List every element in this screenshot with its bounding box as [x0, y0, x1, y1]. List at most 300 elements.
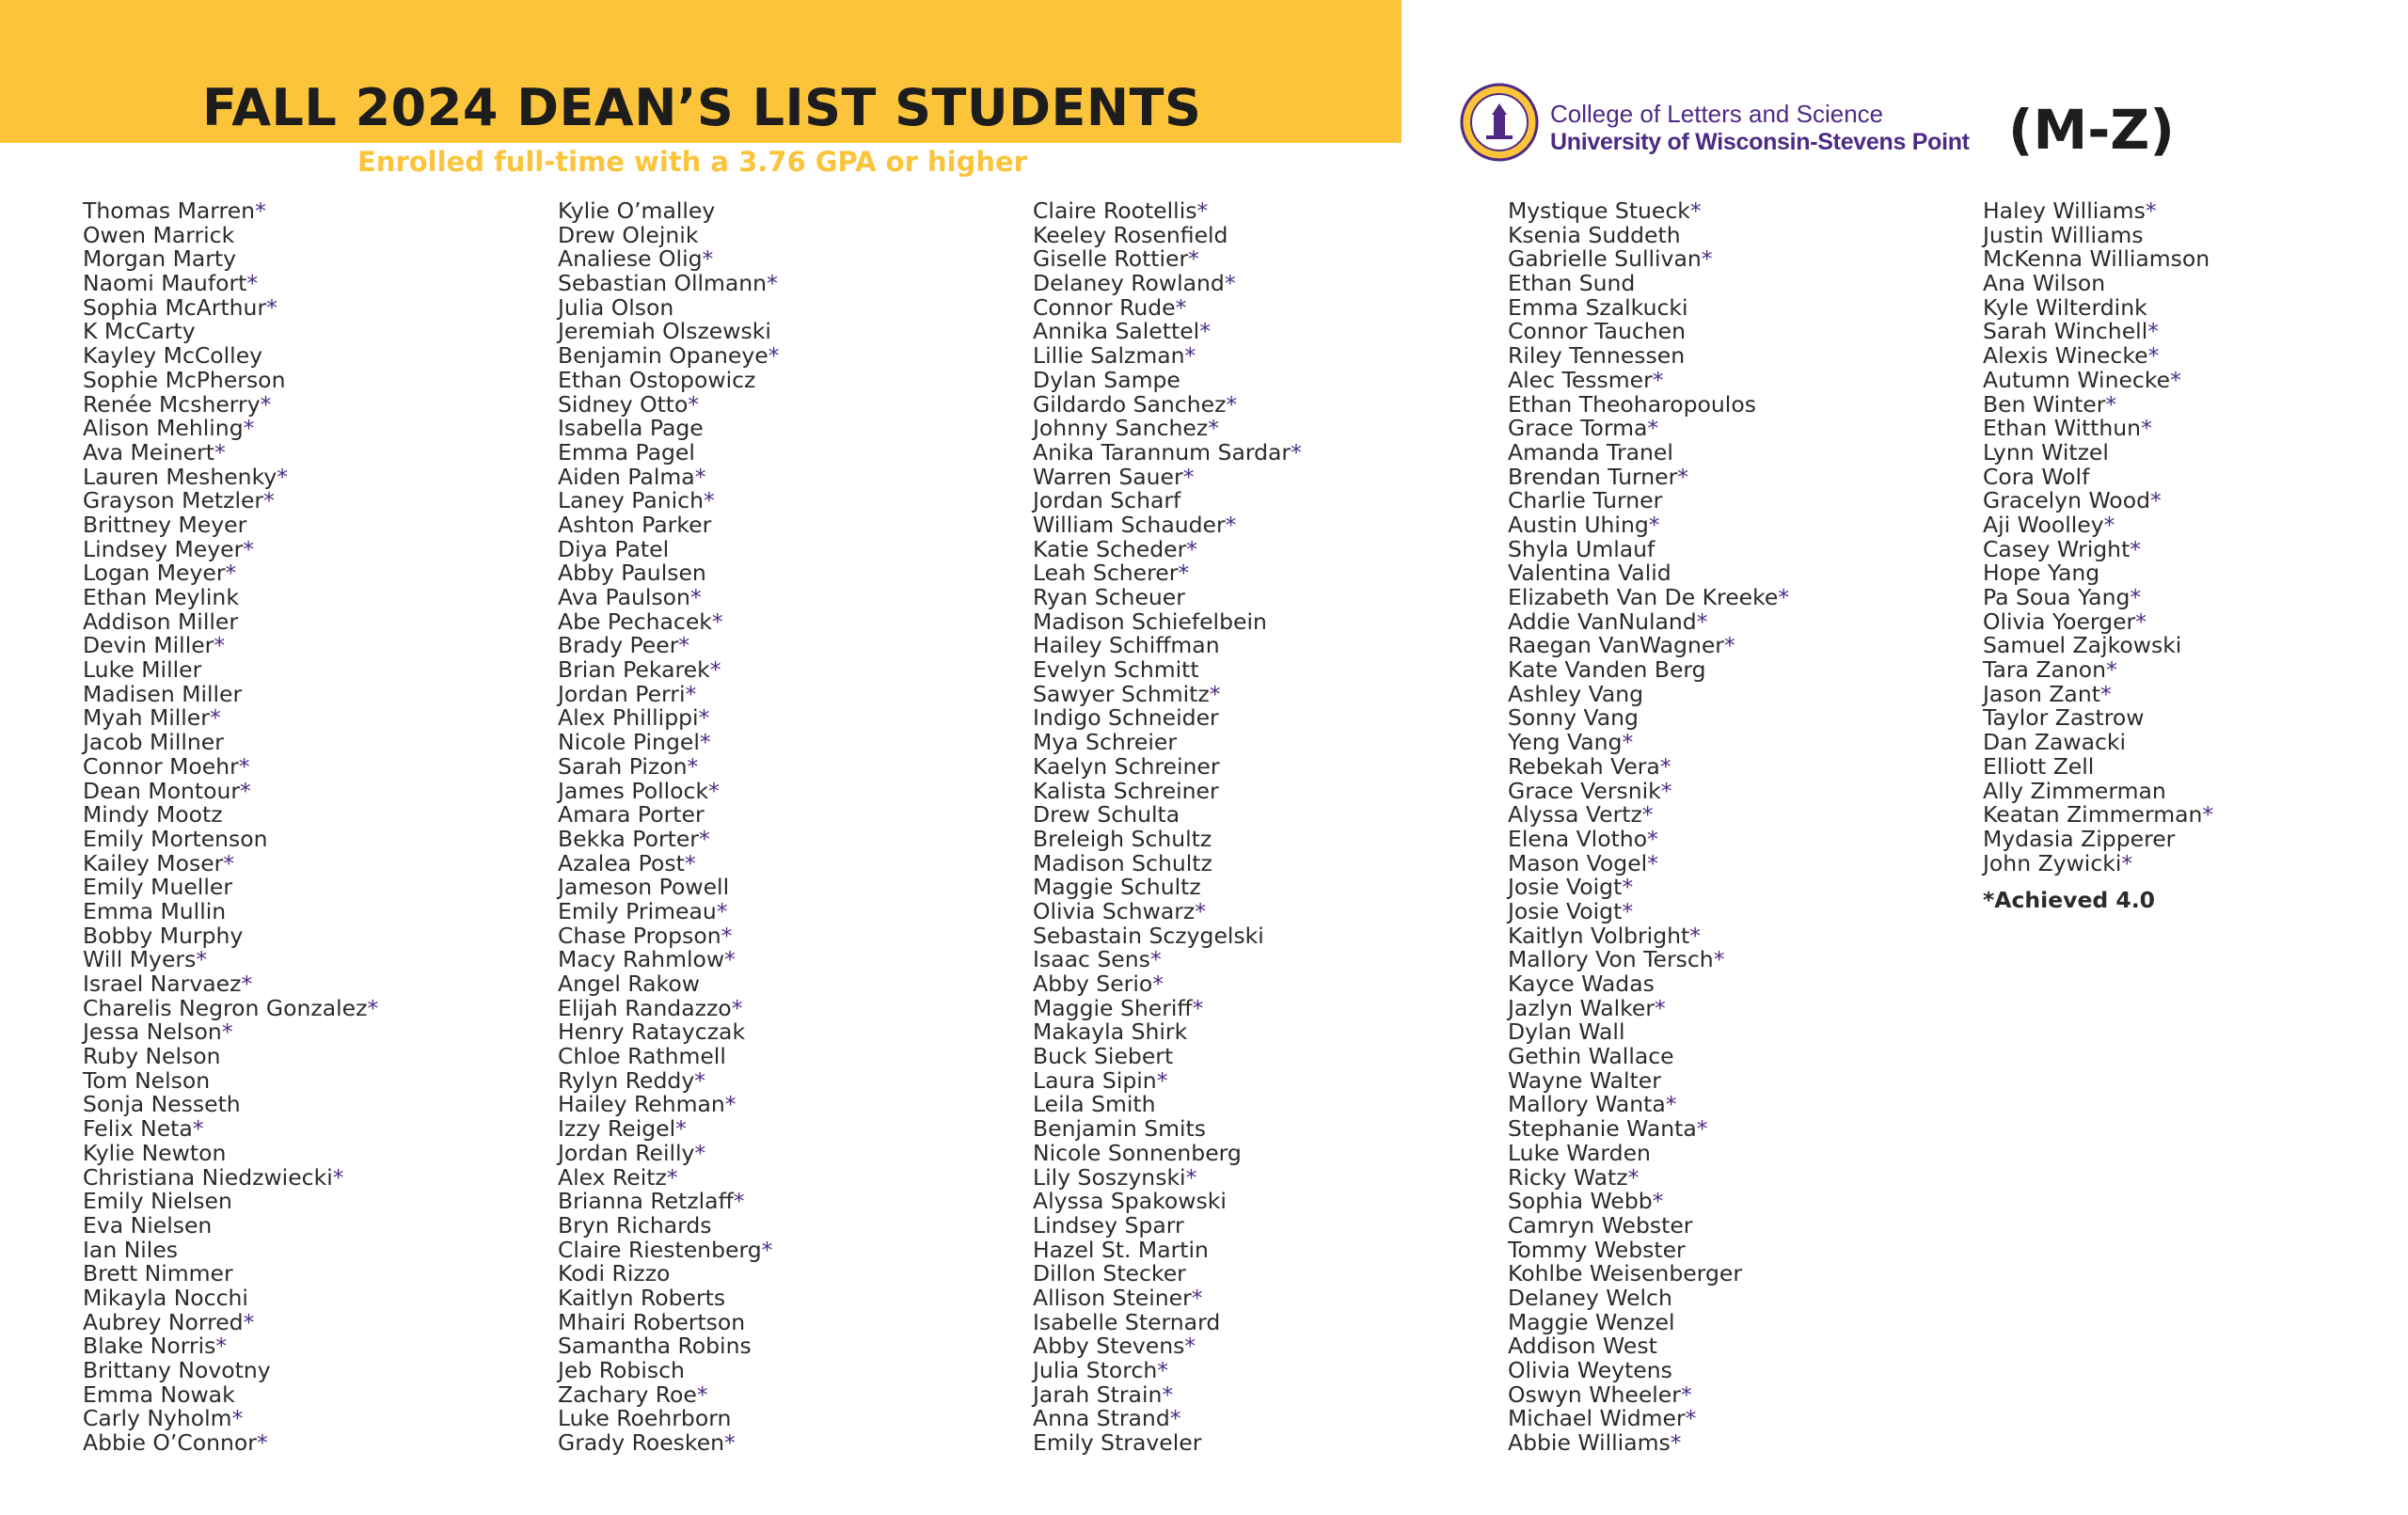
four-point-star-icon: * — [703, 487, 715, 514]
student-name — [1508, 706, 1789, 731]
student-name-text: Aji Woolley — [1983, 511, 2104, 538]
student-name — [83, 366, 378, 393]
student-name-text: Ryan Scheuer — [1033, 584, 1185, 610]
four-point-star-icon: * — [1696, 608, 1708, 635]
student-name — [1033, 803, 1302, 828]
student-name — [1033, 1093, 1302, 1117]
student-name — [1033, 706, 1302, 731]
student-name — [558, 658, 779, 683]
student-name — [558, 706, 779, 731]
student-name-text: McKenna Williamson — [1983, 245, 2210, 273]
four-point-star-icon: * — [1208, 415, 1219, 442]
student-name — [83, 849, 378, 876]
student-column-1 — [83, 199, 378, 1456]
student-name-text: Aiden Palma — [558, 463, 695, 490]
student-name-text: Claire Riestenberg — [558, 1236, 762, 1263]
student-name-text: Grady Roesken — [558, 1429, 725, 1457]
student-name — [558, 463, 779, 490]
four-point-star-icon: * — [192, 1115, 204, 1143]
page-title: FALL 2024 DEAN’S LIST STUDENTS — [202, 78, 1202, 137]
student-name-text: Ruby Nelson — [83, 1043, 221, 1070]
student-name — [1033, 1020, 1302, 1045]
student-name — [558, 199, 779, 224]
student-name — [83, 513, 378, 538]
student-name-text: Amanda Tranel — [1508, 438, 1673, 466]
student-name — [1508, 1286, 1789, 1311]
student-name-text: Mikayla Nocchi — [83, 1284, 248, 1311]
student-name — [83, 1383, 378, 1408]
four-point-star-icon: * — [1149, 946, 1162, 973]
four-point-star-icon: * — [214, 632, 226, 659]
student-name — [558, 272, 779, 296]
four-point-star-icon: * — [698, 825, 710, 852]
student-name — [1033, 586, 1302, 610]
university-seal-icon — [1460, 83, 1539, 162]
student-name — [1033, 463, 1302, 490]
student-name-text: Josie Voigt — [1508, 874, 1623, 901]
four-point-star-icon: * — [263, 487, 275, 514]
student-name — [1033, 293, 1302, 321]
student-name — [1033, 777, 1302, 804]
student-name-text: Shyla Umlauf — [1508, 535, 1656, 562]
student-name — [83, 1407, 378, 1431]
student-name-text: Abe Pechacek — [558, 608, 712, 635]
student-name-text: Ava Paulson — [558, 584, 690, 610]
student-name — [1983, 199, 2213, 224]
student-name — [558, 320, 779, 344]
student-name — [1508, 777, 1789, 804]
student-name — [558, 221, 779, 248]
student-name — [1508, 438, 1789, 466]
four-point-star-icon: * — [724, 1091, 737, 1118]
student-name — [1983, 463, 2213, 490]
student-name — [558, 849, 779, 876]
student-name-text: Benjamin Opaneye — [558, 342, 768, 370]
four-point-star-icon: * — [702, 245, 714, 273]
four-point-star-icon: * — [684, 849, 696, 876]
student-name — [83, 994, 379, 1021]
student-name-text: Laura Sipin — [1033, 1066, 1157, 1094]
student-name-text: Kaelyn Schreiner — [1033, 752, 1220, 780]
student-name — [83, 344, 378, 369]
student-name — [1983, 438, 2213, 466]
four-point-star-icon: * — [256, 1429, 268, 1457]
student-name-text: Jacob Millner — [83, 729, 224, 756]
student-name-text: Emma Mullin — [83, 897, 227, 924]
student-name-text: Angel Rakow — [558, 971, 700, 997]
student-name — [1983, 680, 2213, 707]
four-point-star-icon: * — [2103, 511, 2115, 538]
student-name-text: Macy Rahmlow — [558, 946, 725, 973]
student-name-text: Kayley McColley — [83, 342, 263, 370]
four-point-star-icon: * — [241, 971, 253, 997]
student-name-text: Zachary Roe — [558, 1381, 697, 1408]
student-name — [83, 752, 378, 780]
student-name-text: Bobby Murphy — [83, 922, 244, 949]
student-name — [558, 344, 779, 369]
student-name — [1983, 366, 2213, 393]
student-name-text: Maggie Sheriff — [1033, 994, 1193, 1021]
student-name — [1508, 535, 1789, 562]
student-name — [83, 1066, 378, 1094]
student-name — [558, 803, 779, 828]
student-name-text: Alex Reitz — [558, 1163, 667, 1191]
student-name-text: Tom Nelson — [83, 1066, 211, 1094]
four-point-star-icon: * — [666, 1163, 678, 1191]
student-name — [1983, 489, 2213, 513]
student-name-text: Wayne Walter — [1508, 1066, 1661, 1094]
four-point-star-icon: * — [1689, 922, 1701, 949]
student-name-text: Gildardo Sanchez — [1033, 390, 1227, 418]
student-name — [558, 634, 779, 658]
student-name — [83, 272, 378, 296]
student-name — [1508, 1066, 1789, 1094]
student-name-text: Sebastain Sczygelski — [1033, 922, 1264, 949]
student-name — [83, 1359, 378, 1383]
student-name — [1033, 680, 1302, 707]
student-name — [1983, 706, 2213, 731]
student-name — [558, 1139, 779, 1166]
student-name — [1033, 489, 1302, 513]
student-name — [1983, 535, 2213, 562]
four-point-star-icon: * — [1195, 897, 1206, 924]
student-name — [1033, 1236, 1302, 1263]
student-name-text: Analiese Olig — [558, 245, 703, 273]
four-point-star-icon: * — [1665, 1091, 1677, 1118]
student-name-text: Ally Zimmerman — [1983, 777, 2166, 804]
student-name — [1508, 752, 1789, 780]
student-name-text: Connor Rude — [1033, 293, 1176, 321]
four-point-star-icon: * — [243, 415, 255, 442]
four-point-star-icon: * — [716, 897, 728, 924]
student-name-text: Alison Mehling — [83, 415, 244, 442]
student-name-text: Henry Ratayczak — [558, 1018, 746, 1046]
four-point-star-icon: * — [246, 270, 259, 297]
student-name-text: Mystique Stueck — [1508, 197, 1690, 224]
four-point-star-icon: * — [675, 1115, 687, 1143]
four-point-star-icon: * — [243, 535, 255, 562]
student-name — [1508, 803, 1789, 828]
student-name — [558, 731, 779, 755]
four-point-star-icon: * — [1196, 197, 1209, 224]
student-name — [1033, 1308, 1302, 1335]
four-point-star-icon: * — [2147, 318, 2159, 345]
student-name-text: Elizabeth Van De Kreeke — [1508, 584, 1779, 610]
student-name — [83, 1236, 378, 1263]
student-name-text: Elena Vlotho — [1508, 825, 1648, 852]
student-name-text: Tara Zanon — [1983, 656, 2107, 684]
student-name — [1983, 344, 2213, 369]
student-name — [558, 247, 779, 272]
four-point-star-icon: * — [688, 390, 700, 418]
student-name-text: Mydasia Zipperer — [1983, 825, 2176, 852]
student-name — [83, 1117, 378, 1142]
student-name-text: Claire Rootellis — [1033, 197, 1197, 224]
student-name — [1508, 1020, 1789, 1045]
four-point-star-icon: * — [2145, 197, 2157, 224]
student-name — [1508, 390, 1789, 418]
student-name-text: Delaney Welch — [1508, 1284, 1672, 1311]
student-name-text: Anna Strand — [1033, 1405, 1170, 1432]
student-name — [558, 1262, 779, 1286]
student-name — [1033, 1211, 1302, 1239]
student-name — [1033, 1262, 1302, 1286]
four-point-star-icon: * — [1701, 245, 1713, 273]
student-name — [83, 199, 378, 224]
student-name-text: Luke Miller — [83, 656, 202, 684]
student-name — [1983, 320, 2213, 344]
student-name-text: Warren Sauer — [1033, 463, 1183, 490]
student-name — [83, 247, 378, 272]
student-name — [558, 1190, 779, 1214]
four-point-star-icon: * — [260, 390, 272, 418]
alphabet-range: (M-Z) — [2008, 98, 2175, 162]
student-name-text: Dillon Stecker — [1033, 1260, 1186, 1287]
student-name — [1033, 1139, 1302, 1166]
student-name — [1033, 513, 1302, 538]
student-name-text: Hope Yang — [1983, 560, 2100, 587]
student-name-text: Emily Nielsen — [83, 1188, 232, 1215]
student-name-text: Rylyn Reddy — [558, 1066, 695, 1094]
four-point-star-icon: * — [255, 197, 266, 224]
student-name — [1508, 1383, 1789, 1408]
student-name — [83, 1308, 378, 1335]
four-point-star-icon: * — [225, 560, 237, 587]
student-name — [1033, 610, 1302, 635]
student-name — [83, 1190, 378, 1214]
student-name-text: Ian Niles — [83, 1236, 179, 1263]
student-name-text: Taylor Zastrow — [1983, 704, 2145, 732]
student-name — [1033, 1286, 1302, 1311]
student-name-text: John Zywicki — [1983, 849, 2122, 876]
student-name — [83, 561, 378, 586]
four-point-star-icon: * — [266, 293, 277, 321]
four-point-star-icon: * — [1652, 1188, 1664, 1215]
four-point-star-icon: * — [678, 632, 690, 659]
student-name — [558, 1093, 779, 1117]
student-name — [558, 1066, 779, 1094]
student-name-text: Grace Torma — [1508, 415, 1648, 442]
student-name-text: Ethan Sund — [1508, 270, 1636, 297]
student-name-text: Charelis Negron Gonzalez — [83, 994, 368, 1021]
four-point-star-icon: * — [768, 342, 780, 370]
student-name — [1508, 1139, 1789, 1166]
student-name-text: Leila Smith — [1033, 1091, 1156, 1118]
student-name — [558, 293, 779, 321]
student-name-text: Emma Szalkucki — [1508, 293, 1688, 321]
student-name — [83, 293, 378, 321]
student-name-text: Hailey Schiffman — [1033, 632, 1220, 659]
four-point-star-icon: * — [209, 704, 221, 732]
four-point-star-icon: * — [708, 777, 720, 804]
student-name-text: Grayson Metzler — [83, 487, 264, 514]
student-name — [83, 586, 378, 610]
student-name — [1508, 293, 1789, 321]
student-name-text: Julia Storch — [1033, 1357, 1158, 1383]
student-name — [1508, 1262, 1789, 1286]
student-name-text: Breleigh Schultz — [1033, 825, 1212, 852]
four-point-star-icon: * — [1660, 777, 1672, 804]
student-name-text: Bekka Porter — [558, 825, 699, 852]
student-column-4 — [1508, 199, 1789, 1456]
student-name-text: Lillie Salzman — [1033, 342, 1185, 370]
student-name-text: Emily Mortenson — [83, 825, 268, 852]
student-name-text: Will Myers — [83, 946, 197, 973]
four-point-star-icon: * — [2121, 849, 2133, 876]
student-name — [83, 1139, 378, 1166]
student-name-text: Devin Miller — [83, 632, 214, 659]
four-point-star-icon: * — [1647, 825, 1658, 852]
student-name-text: Owen Marrick — [83, 221, 235, 248]
four-point-star-icon: * — [1184, 342, 1196, 370]
student-name — [1508, 1190, 1789, 1214]
student-name-text: Sophie McPherson — [83, 366, 286, 393]
student-name-text: Brittany Novotny — [83, 1357, 271, 1383]
student-name-text: Olivia Yoerger — [1983, 608, 2136, 635]
student-name-text: Kohlbe Weisenberger — [1508, 1260, 1742, 1287]
student-name-text: Jason Zant — [1983, 680, 2100, 707]
student-name — [558, 924, 779, 949]
student-name-text: Sophia McArthur — [83, 293, 267, 321]
student-name — [1508, 1093, 1789, 1117]
student-name-text: Hailey Rehman — [558, 1091, 725, 1118]
four-point-star-icon: * — [1723, 632, 1735, 659]
four-point-star-icon: * — [1648, 511, 1660, 538]
student-name-text: Rebekah Vera — [1508, 752, 1660, 780]
page-subtitle — [357, 143, 1027, 181]
student-name-text: Charlie Turner — [1508, 487, 1663, 514]
four-point-star-icon: * — [1647, 415, 1659, 442]
student-name-text: Indigo Schneider — [1033, 704, 1219, 732]
student-name — [1508, 924, 1789, 949]
student-name — [558, 489, 779, 513]
student-column-5 — [1983, 199, 2213, 913]
four-point-star-icon: * — [238, 752, 250, 780]
student-name-text: Drew Schulta — [1033, 801, 1180, 829]
student-name — [1033, 849, 1302, 876]
four-point-star-icon: * — [221, 1018, 233, 1046]
student-name — [558, 825, 779, 852]
student-name — [1508, 948, 1789, 972]
four-point-star-icon: * — [277, 463, 289, 490]
student-name — [558, 417, 779, 441]
student-name — [558, 586, 779, 610]
student-name-text: Kodi Rizzo — [558, 1260, 671, 1287]
four-point-star-icon: * — [721, 922, 733, 949]
college-name: College of Letters and Science — [1550, 100, 1884, 128]
student-name-text: Mindy Mootz — [83, 801, 223, 829]
student-name — [1033, 320, 1302, 344]
student-name — [1983, 417, 2213, 441]
student-name-text: Emma Nowak — [83, 1381, 235, 1408]
student-name-text: Laney Panich — [558, 487, 704, 514]
student-name — [558, 1334, 779, 1359]
student-name — [83, 221, 378, 248]
student-name-text: Riley Tennessen — [1508, 342, 1686, 370]
student-name — [558, 513, 779, 538]
student-name-text: Brianna Retzlaff — [558, 1188, 734, 1215]
student-name — [1508, 1163, 1789, 1191]
four-point-star-icon: * — [1622, 874, 1634, 901]
four-point-star-icon: * — [698, 704, 710, 732]
student-name — [1033, 876, 1302, 900]
student-name-text: Dean Montour — [83, 777, 241, 804]
student-name — [1983, 561, 2213, 586]
student-name-text: Alyssa Vertz — [1508, 801, 1642, 829]
student-name — [1508, 221, 1789, 248]
student-name — [1508, 680, 1789, 707]
four-point-star-icon: * — [2130, 535, 2142, 562]
four-point-star-icon: * — [1199, 318, 1211, 345]
student-name-text: Leah Scherer — [1033, 560, 1179, 587]
student-name — [1033, 561, 1302, 586]
student-name — [83, 876, 378, 900]
student-name-text: Kaitlyn Volbright — [1508, 922, 1690, 949]
student-name — [83, 634, 378, 658]
student-name — [1033, 634, 1302, 658]
student-name — [558, 1211, 779, 1239]
student-name-text: Kyle Wilterdink — [1983, 293, 2147, 321]
student-name — [1983, 272, 2213, 296]
student-name-text: Alexis Winecke — [1983, 342, 2148, 370]
student-name-text: Drew Olejnik — [558, 221, 699, 248]
student-name — [83, 1262, 378, 1286]
student-name — [1508, 658, 1789, 683]
student-name-text: Annika Salettel — [1033, 318, 1200, 345]
student-name — [1508, 1407, 1789, 1431]
student-name — [558, 1163, 779, 1191]
student-name — [83, 1020, 378, 1045]
student-name — [1508, 586, 1789, 610]
student-name-text: Logan Meyer — [83, 560, 226, 587]
student-name-text: Thomas Marren — [83, 197, 256, 224]
student-name-text: Madisen Miller — [83, 680, 243, 707]
four-point-star-icon: * — [1696, 1115, 1708, 1143]
student-name — [83, 438, 378, 466]
four-point-star-icon: * — [1655, 994, 1666, 1021]
student-name-text: Giselle Rottier — [1033, 245, 1189, 273]
student-name — [83, 610, 378, 635]
four-point-star-icon: * — [1188, 245, 1199, 273]
student-name-text: Emily Straveler — [1033, 1429, 1202, 1457]
student-name — [558, 1020, 779, 1045]
student-name — [83, 803, 378, 828]
student-name-text: Bryn Richards — [558, 1211, 712, 1239]
four-point-star-icon: * — [767, 270, 778, 297]
student-name — [1983, 803, 2213, 828]
four-point-star-icon: * — [694, 463, 706, 490]
student-name-text: Jazlyn Walker — [1508, 994, 1656, 1021]
student-name — [1508, 825, 1789, 852]
student-name — [1983, 849, 2213, 876]
student-name-text: Ethan Witthun — [1983, 415, 2142, 442]
four-point-star-icon: * — [696, 1381, 708, 1408]
four-point-star-icon: * — [2106, 656, 2117, 684]
student-name — [558, 1286, 779, 1311]
university-name: University of Wisconsin-Stevens Point — [1550, 129, 1970, 155]
student-name — [1508, 1431, 1789, 1456]
four-point-star-icon: * — [1175, 293, 1187, 321]
student-name — [83, 777, 378, 804]
student-name — [1033, 731, 1302, 755]
student-name — [1033, 390, 1302, 418]
student-name-text: Brian Pekarek — [558, 656, 710, 684]
student-name-text: Jeb Robisch — [558, 1357, 685, 1383]
four-point-star-icon: * — [1184, 1333, 1196, 1360]
student-name — [1983, 634, 2213, 658]
student-name-text: Stephanie Wanta — [1508, 1115, 1697, 1143]
student-name-text: Brendan Turner — [1508, 463, 1678, 490]
